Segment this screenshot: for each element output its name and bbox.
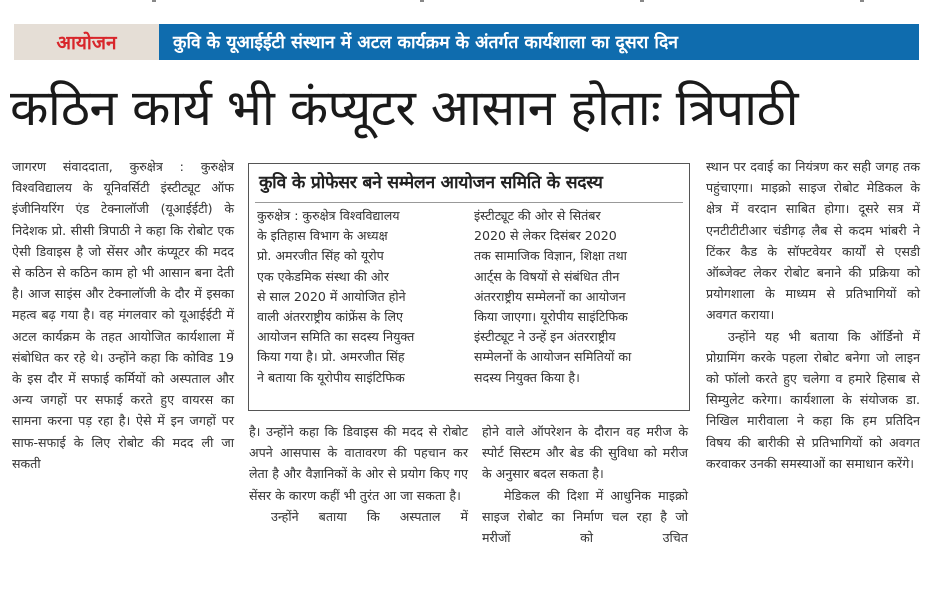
strap-text: कुवि के यूआईईटी संस्थान में अटल कार्यक्रम के अंतर्गत कार्यशाला का दूसरा दिन: [173, 33, 678, 53]
paragraph: उन्होंने बताया कि अस्पताल में: [271, 508, 468, 524]
article-column-3: [482, 421, 688, 548]
kicker-label: आयोजन: [56, 32, 117, 54]
paragraph: स्थान पर दवाई का नियंत्रण कर सही जगह तक पहुंचाएगा। माइक्रो साइज रोबोट मेडिकल के क्षेत्र में वरदान साबित होगा। दूसरे सत्र में एनटीटीटीआर चंडीगढ़ लैब से कदम भांबरी ने टिंकर कैड के सॉफ्टवेयर कार्यों से एसडी ऑब्जेक्ट लेकर रोबोट बनाने की प्रक्रिया को प्रयोगशाला के माध्यम से प्रतिभागियों को अवगत कराया।: [706, 159, 920, 323]
section-kicker: [14, 24, 159, 60]
paragraph: होने वाले ऑपरेशन के दौरान वह मरीज के स्पोर्ट सिस्टम और बेड की सुविधा को मरीज के अनुसार बदल सकता है।: [482, 424, 688, 482]
paragraph: उन्होंने यह भी बताया कि ऑर्डिनो में प्रोग्रामिंग करके पहला रोबोट बनेगा जो लाइन को फॉलो करते हुए चलेगा व हमारे हिसाब से सिम्युलेट करेगा। कार्यशाला के संयोजक डा. निखिल मारीवाला ने कहा कि हम प्रतिदिन विषय की बारीकी से प्रतिभागियों को अवगत करवाकर उनकी समस्याओं का समाधान करेंगे।: [706, 328, 920, 471]
box-column-a: कुरुक्षेत्र : कुरुक्षेत्र विश्वविद्यालय के इतिहास विभाग के अध्यक्ष प्रो. अमरजीत सिंह को यूरोप एक एकेडमिक संस्था की ओर से साल 2020 में आयोजित होने वाली अंतरराष्ट्रीय कांफ्रेंस के लिए आयोजन समिति का सदस्य नियुक्त किया गया है। प्रो. अमरजीत सिंह ने बताया कि यूरोपीय साइंटिफिक: [257, 208, 415, 385]
sidebar-box: [248, 163, 690, 411]
article-column-4: [706, 156, 920, 474]
article-column-1: [12, 156, 234, 474]
paragraph: जागरण संवाददाता, कुरुक्षेत्र : कुरुक्षेत्र विश्वविद्यालय के यूनिवर्सिटी इंस्टीट्यूट ऑफ इंजीनियरिंग एंड टेक्नालॉजी (यूआईईटी) के निदेशक प्रो. सीसी त्रिपाठी ने कहा कि रोबोट एक ऐसी डिवाइस है जो सेंसर और कंप्यूटर की मदद से कठिन से कठिन काम हो भी आसान बना देती है। आज साइंस और टेक्नालॉजी के दौर में इसका महत्व बढ़ गया है। वह मंगलवार को यूआईईटी में अटल कार्यक्रम के तहत आयोजित कार्यशाला में संबोधित कर रहे थे। उन्होंने कहा कि कोविड 19 के इस दौर में सफाई कर्मियों को अस्पताल और अन्य जगहों पर सफाई करते हुए वायरस का सामना करना पड़ रहा है। ऐसे में इन जगहों पर साफ-सफाई के लिए रोबोट की मदद ली जा सकती: [12, 159, 234, 471]
box-divider: [255, 202, 683, 203]
strap-bar: [159, 24, 919, 60]
paragraph: मेडिकल की दिशा में आधुनिक माइक्रो साइज रोबोट का निर्माण चल रहा है जो मरीजों को उचित: [482, 487, 688, 546]
previous-article-edge: [0, 0, 932, 8]
box-title: कुवि के प्रोफेसर बने सम्मेलन आयोजन समिति के सदस्य: [259, 173, 603, 193]
box-column-b: इंस्टीट्यूट की ओर से सितंबर 2020 से लेकर दिसंबर 2020 तक सामाजिक विज्ञान, शिक्षा तथा आर्ट्स के विषयों से संबंधित तीन अंतरराष्ट्रीय सम्मेलनों का आयोजन किया जाएगा। यूरोपीय साइंटिफिक इंस्टीट्यूट ने उन्हें इन अंतरराष्ट्रीय सम्मेलनों के आयोजन समितियों का सदस्य नियुक्त किया है।: [474, 208, 632, 385]
headline: कठिन कार्य भी कंप्यूटर आसान होताः त्रिपाठी: [10, 79, 799, 137]
paragraph: है। उन्होंने कहा कि डिवाइस की मदद से रोबोट अपने आसपास के वातावरण की पहचान कर लेता है और वैज्ञानिकों के ओर से प्रयोग किए गए सेंसर के कारण कहीं भी तुरंत आ जा सकता है।: [249, 424, 468, 503]
article-column-2: [249, 421, 468, 527]
